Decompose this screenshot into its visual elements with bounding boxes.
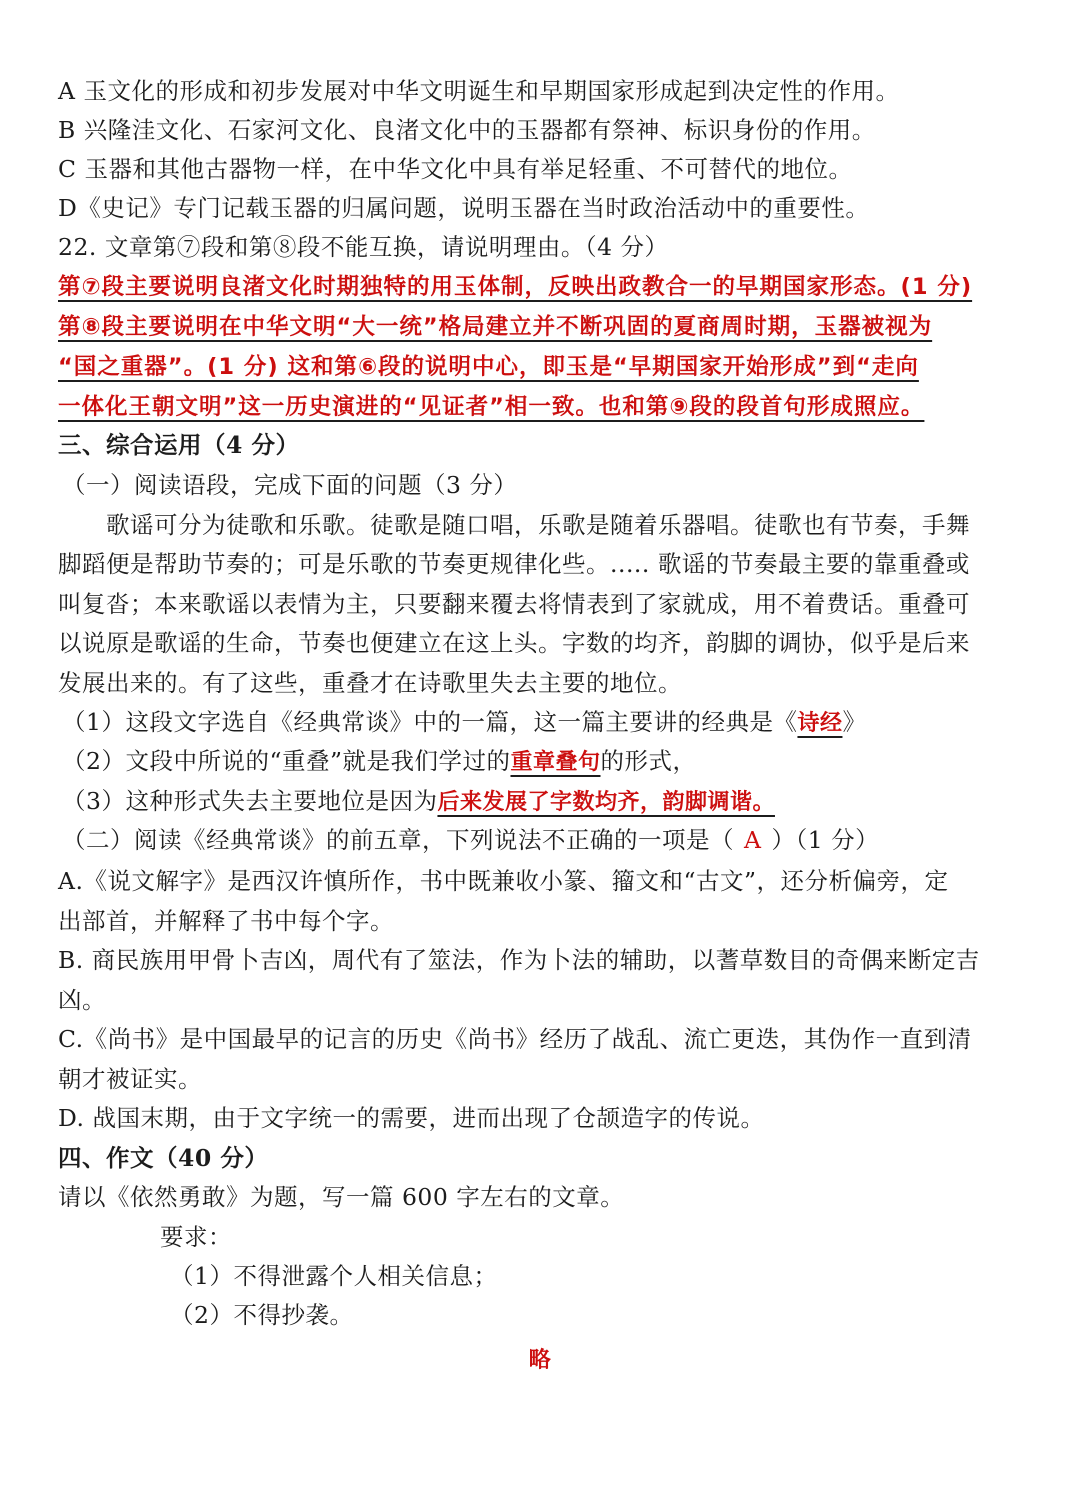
option-line: A.《说文解字》是西汉许慎所作，书中既兼收小篆、籀文和“古文”，还分析偏旁，定 <box>58 867 949 895</box>
q1-answer: 诗经 <box>797 711 843 736</box>
section3-q2: （2）文段中所说的“重叠”就是我们学过的重章叠句的形式， <box>62 747 697 775</box>
section3-title: 三、综合运用（4 分） <box>58 431 300 459</box>
q22-answer-line: 一体化王朝文明”这一历史演进的“见证者”相一致。也和第⑨段的段首句形成照应。 <box>58 394 925 420</box>
option-line: 朝才被证实。 <box>58 1065 202 1093</box>
section3-part2: （二）阅读《经典常谈》的前五章，下列说法不正确的一项是（ A ）（1 分） <box>62 826 880 854</box>
q21-option-d: D《史记》专门记载玉器的归属问题，说明玉器在当时政治活动中的重要性。 <box>58 194 870 222</box>
option-line: B. 商民族用甲骨卜吉凶，周代有了筮法，作为卜法的辅助，以蓍草数目的奇偶来断定吉 <box>58 946 980 974</box>
section4-title: 四、作文（40 分） <box>58 1144 269 1172</box>
essay-prompt: 请以《依然勇敢》为题，写一篇 600 字左右的文章。 <box>58 1183 625 1211</box>
q21-option-b: B 兴隆洼文化、石家河文化、良渚文化中的玉器都有祭神、标识身份的作用。 <box>58 116 876 144</box>
q22-answer-line: “国之重器”。(1 分) 这和第⑥段的说明中心，即玉是“早期国家开始形成”到“走向 <box>58 354 919 380</box>
passage-line: 发展出来的。有了这些，重叠才在诗歌里失去主要的地位。 <box>58 669 682 697</box>
passage-line: 叫复沓；本来歌谣以表情为主，只要翻来覆去将情表到了家就成，用不着费话。重叠可 <box>58 590 970 618</box>
passage-line: 歌谣可分为徒歌和乐歌。徒歌是随口唱，乐歌是随着乐器唱。徒歌也有节奏，手舞 <box>106 511 970 539</box>
option-line: 凶。 <box>58 986 106 1014</box>
q21-option-c: C 玉器和其他古器物一样，在中华文化中具有举足轻重、不可替代的地位。 <box>58 155 853 183</box>
q22-question: 22. 文章第⑦段和第⑧段不能互换，请说明理由。（4 分） <box>58 233 669 261</box>
q22-answer-line: 第⑧段主要说明在中华文明“大一统”格局建立并不断巩固的夏商周时期，玉器被视为 <box>58 314 933 340</box>
essay-req-2: （2）不得抄袭。 <box>170 1301 354 1329</box>
option-line: 出部首，并解释了书中每个字。 <box>58 907 394 935</box>
essay-req-title: 要求： <box>160 1223 232 1251</box>
passage-line: 脚蹈便是帮助节奏的；可是乐歌的节奏更规律化些。..... 歌谣的节奏最主要的靠重叠或 <box>58 550 970 578</box>
passage-line: 以说原是歌谣的生命，节奏也便建立在这上头。字数的均齐，韵脚的调协，似乎是后来 <box>58 629 970 657</box>
q2-answer: 重章叠句 <box>510 750 601 775</box>
q22-answer-line: 第⑦段主要说明良渚文化时期独特的用玉体制，反映出政教合一的早期国家形态。(1 分) <box>58 274 973 300</box>
option-line: D. 战国末期，由于文字统一的需要，进而出现了仓颉造字的传说。 <box>58 1104 765 1132</box>
q3-answer: 后来发展了字数均齐，韵脚调谐。 <box>437 790 775 815</box>
q21-option-a: A 玉文化的形成和初步发展对中华文明诞生和早期国家形成起到决定性的作用。 <box>58 77 900 105</box>
part2-answer: A <box>744 826 762 854</box>
section3-q1: （1）这段文字选自《经典常谈》中的一篇，这一篇主要讲的经典是《诗经》 <box>62 708 867 736</box>
essay-req-1: （1）不得泄露个人相关信息； <box>170 1262 498 1290</box>
section3-part1-title: （一）阅读语段，完成下面的问题（3 分） <box>62 471 518 499</box>
option-line: C.《尚书》是中国最早的记言的历史《尚书》经历了战乱、流亡更迭，其伪作一直到清 <box>58 1025 972 1053</box>
section3-q3: （3）这种形式失去主要地位是因为后来发展了字数均齐，韵脚调谐。 <box>62 787 775 815</box>
essay-answer-omitted: 略 <box>528 1347 552 1373</box>
